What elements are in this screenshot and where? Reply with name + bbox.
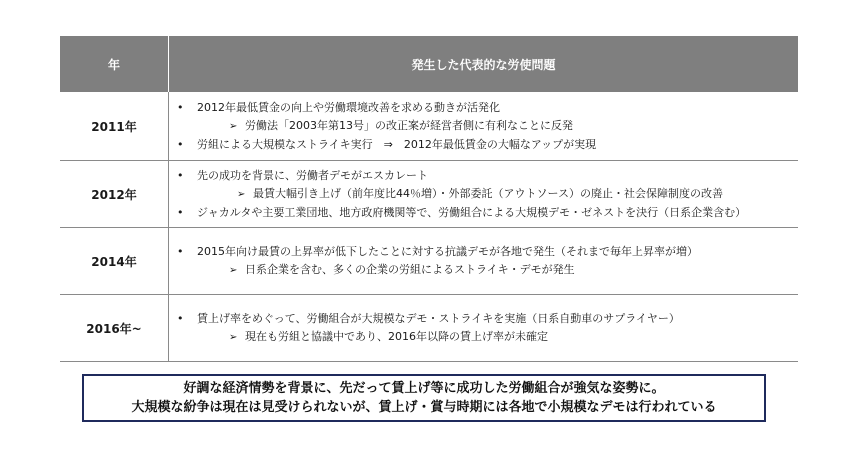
table-header-row bbox=[60, 36, 798, 92]
issue-bullet bbox=[177, 310, 798, 328]
issue-sub-point bbox=[177, 185, 798, 204]
issue-text: 現在も労組と協議中であり、2016年以降の賃上げ率が未確定 bbox=[245, 329, 548, 343]
bullet-icon: • bbox=[177, 100, 184, 114]
labor-issues-table bbox=[60, 36, 798, 362]
bullet-icon: • bbox=[177, 205, 184, 219]
table-row bbox=[60, 228, 798, 295]
arrow-bullet-icon: ➢ bbox=[229, 264, 238, 276]
table-row bbox=[60, 161, 798, 228]
issue-bullet bbox=[177, 136, 798, 154]
issues-cell bbox=[169, 295, 799, 362]
issue-bullet bbox=[177, 204, 798, 222]
issue-text: 労組による大規模なストライキ実行 ⇒ 2012年最低賃金の大幅なアップが実現 bbox=[197, 137, 597, 151]
arrow-bullet-icon: ➢ bbox=[237, 188, 246, 200]
year-cell: 2014年 bbox=[60, 228, 169, 295]
issue-text: 先の成功を背景に、労働者デモがエスカレート bbox=[197, 168, 428, 182]
bullet-icon: • bbox=[177, 311, 184, 325]
issue-bullet bbox=[177, 243, 798, 261]
issue-text: 労働法「2003年第13号」の改正案が経営者側に有利なことに反発 bbox=[245, 118, 573, 132]
year-cell: 2011年 bbox=[60, 92, 169, 161]
summary-line-2: 大規模な紛争は現在は見受けられないが、賃上げ・賞与時期には各地で小規模なデモは行われている bbox=[131, 400, 717, 415]
header-year: 年 bbox=[60, 36, 169, 92]
issue-sub-point bbox=[177, 117, 798, 136]
issue-bullet bbox=[177, 99, 798, 117]
summary-line-1: 好調な経済情勢を背景に、先だって賃上げ等に成功した労働組合が強気な姿勢に。 bbox=[183, 381, 665, 396]
issue-bullet bbox=[177, 167, 798, 185]
issue-text: 最賃大幅引き上げ（前年度比44％増）・外部委託（アウトソース）の廃止・社会保障制度の改善 bbox=[253, 186, 723, 200]
year-cell: 2016年~ bbox=[60, 295, 169, 362]
issue-text: 2015年向け最賃の上昇率が低下したことに対する抗議デモが各地で発生（それまで毎年上昇率が増） bbox=[197, 244, 698, 258]
issues-cell bbox=[169, 161, 799, 228]
table-body bbox=[60, 92, 798, 362]
issues-cell bbox=[169, 92, 799, 161]
issues-cell bbox=[169, 228, 799, 295]
arrow-bullet-icon: ➢ bbox=[229, 120, 238, 132]
header-issues: 発生した代表的な労使問題 bbox=[169, 36, 799, 92]
issue-text: ジャカルタや主要工業団地、地方政府機関等で、労働組合による大規模デモ・ゼネストを決行（日系企業含む） bbox=[197, 205, 747, 219]
year-cell: 2012年 bbox=[60, 161, 169, 228]
bullet-icon: • bbox=[177, 168, 184, 182]
summary-box bbox=[82, 374, 766, 422]
issue-sub-point bbox=[177, 328, 798, 347]
bullet-icon: • bbox=[177, 244, 184, 258]
table-row bbox=[60, 295, 798, 362]
issue-sub-point bbox=[177, 261, 798, 280]
issue-text: 2012年最低賃金の向上や労働環境改善を求める動きが活発化 bbox=[197, 100, 500, 114]
table-row bbox=[60, 92, 798, 161]
issue-text: 賃上げ率をめぐって、労働組合が大規模なデモ・ストライキを実施（日系自動車のサプライヤー） bbox=[197, 311, 680, 325]
bullet-icon: • bbox=[177, 137, 184, 151]
issue-text: 日系企業を含む、多くの企業の労組によるストライキ・デモが発生 bbox=[245, 262, 575, 276]
arrow-bullet-icon: ➢ bbox=[229, 331, 238, 343]
